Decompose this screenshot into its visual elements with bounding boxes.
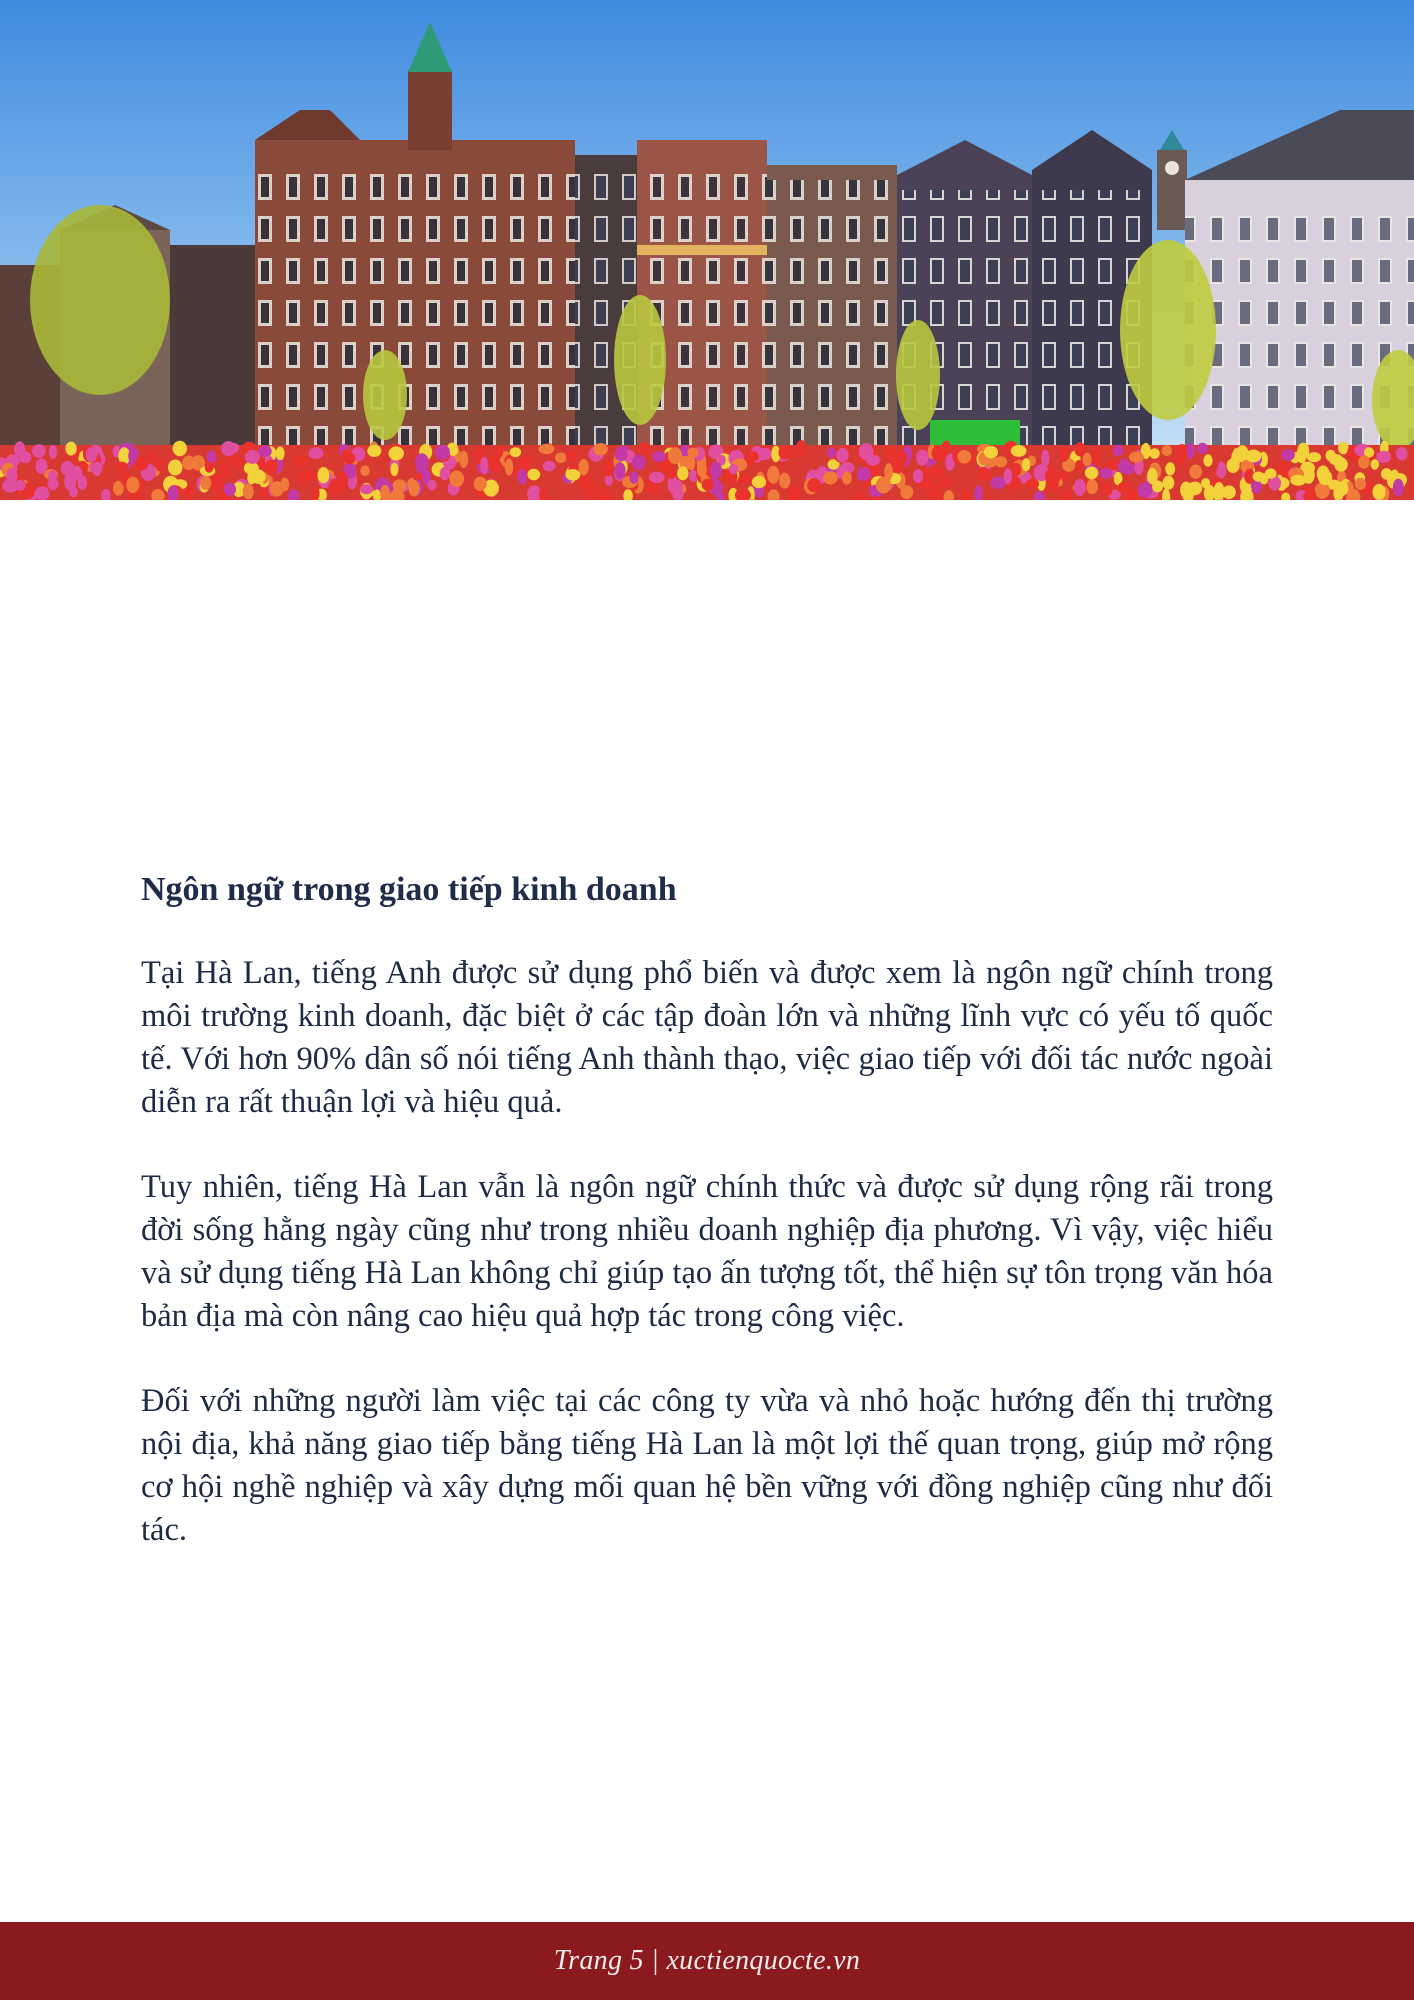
tulip (1396, 447, 1408, 461)
tulip (276, 447, 285, 461)
tulip (126, 477, 139, 493)
tulip (1187, 443, 1195, 459)
tulip (360, 484, 373, 494)
tulip (303, 470, 316, 480)
tulip (823, 471, 838, 484)
tulip (245, 450, 260, 464)
tulip (390, 463, 398, 476)
tulip (629, 471, 638, 483)
tulip (1358, 455, 1370, 468)
tulip (205, 462, 214, 473)
tulip (19, 452, 31, 464)
tulip (459, 451, 468, 468)
tulip (1087, 479, 1098, 495)
tulip (6, 468, 17, 485)
tulip (876, 477, 891, 494)
tulip (409, 480, 420, 497)
tulip (1011, 463, 1021, 476)
tulip (224, 483, 236, 496)
article-heading: Ngôn ngữ trong giao tiếp kinh doanh (141, 871, 677, 908)
tulip (1216, 467, 1226, 477)
article (141, 866, 1273, 1594)
tulip (687, 448, 698, 458)
tulip-field (0, 440, 1414, 500)
tulip (1393, 479, 1404, 497)
tulip (1203, 454, 1212, 466)
tulip (168, 460, 183, 476)
tulip (900, 485, 913, 499)
tulip (360, 465, 370, 476)
tulip (1338, 442, 1349, 455)
tulip (1246, 450, 1262, 463)
tulip (565, 469, 580, 480)
tulip (48, 470, 57, 482)
tulip (449, 471, 464, 488)
tulip (752, 476, 766, 488)
tulip (415, 453, 429, 471)
tulip (337, 472, 348, 489)
tulip (1329, 454, 1343, 465)
tulip (702, 479, 714, 491)
tulip (895, 451, 907, 465)
article-paragraph-1: Tại Hà Lan, tiếng Anh được sử dụng phổ biến và được xem là ngôn ngữ chính trong môi trường kinh doanh, đặc biệt ở các tập đoàn lớn và những lĩnh vực có yếu tố quốc tế. Với hơn 90% dân số nói tiếng Anh thành thạo, việc giao tiếp với đối tác nước ngoài diễn ra rất thuận lợi và hiệu quả. (141, 955, 1273, 1120)
tulip (1138, 482, 1153, 497)
tulip (65, 442, 76, 456)
tulip (243, 484, 254, 499)
tulip (632, 455, 646, 471)
hero-photo (0, 0, 1414, 500)
tulip (1290, 475, 1306, 486)
tulip (1045, 468, 1061, 485)
tulip (115, 462, 128, 472)
tulip (1317, 466, 1330, 482)
tulip (677, 466, 688, 480)
tulip (941, 477, 951, 487)
tulip (1180, 482, 1192, 499)
tulip (440, 467, 450, 480)
tulip (247, 472, 255, 485)
tulip (293, 455, 309, 469)
tulip (579, 459, 589, 476)
tulip (260, 487, 269, 498)
article-paragraph-3: Đối với những người làm việc tại các công ty vừa và nhỏ hoặc hướng đến thị trường nội địa, khả năng giao tiếp bằng tiếng Hà Lan là một lợi thế quan trọng, giúp mở rộng cơ hội nghề nghiệp và xây dựng mối quan hệ bền vững với đồng nghiệp cũng như đối tác. (141, 1383, 1273, 1548)
article-paragraph-2: Tuy nhiên, tiếng Hà Lan vẫn là ngôn ngữ chính thức và được sử dụng rộng rãi trong đời sống hằng ngày cũng như trong nhiều doanh nghiệp địa phương. Vì vậy, việc hiểu và sử dụng tiếng Hà Lan không chỉ giúp tạo ấn tượng tốt, thể hiện sự tôn trọng văn hóa bản địa mà còn nâng cao hiệu quả hợp tác trong công việc. (141, 1169, 1273, 1334)
tulip (494, 447, 503, 458)
tulip (32, 444, 46, 458)
tulip (1022, 458, 1030, 471)
tulip (796, 440, 807, 458)
tulip (505, 458, 513, 475)
tulip (604, 461, 614, 476)
tulip (729, 464, 738, 474)
tulip (932, 445, 948, 462)
tulip (135, 456, 149, 470)
tulip (435, 445, 450, 460)
tulip (210, 474, 224, 491)
tulip (487, 456, 498, 471)
footer-text: Trang 5 | xuctienquocte.vn (553, 1945, 861, 1976)
tulip (342, 452, 356, 464)
tulip (1197, 443, 1208, 454)
tulip (652, 451, 666, 462)
tulip (990, 477, 1006, 489)
tulip (1083, 453, 1092, 467)
tulip (1026, 479, 1039, 489)
tulip (520, 455, 533, 466)
tulip (1281, 449, 1295, 461)
tulip (859, 443, 874, 460)
tulip (587, 481, 597, 497)
page-footer (0, 1922, 1414, 2000)
tulip (259, 445, 272, 457)
tulip (714, 481, 723, 498)
tulip (221, 461, 231, 478)
tulip (510, 447, 521, 457)
tulip (1085, 467, 1098, 480)
hero-illustration (0, 0, 1414, 500)
tulip (615, 449, 628, 461)
tulip (184, 486, 194, 500)
tulip (1149, 448, 1159, 459)
tulip (221, 441, 236, 456)
tulip (1265, 468, 1277, 478)
tulip (1129, 452, 1144, 463)
tulip (977, 467, 991, 481)
tulip (474, 477, 487, 491)
tulip (90, 462, 103, 473)
tulip (913, 469, 923, 483)
tulip (1253, 472, 1265, 482)
tulip (605, 475, 613, 486)
tulip (35, 458, 47, 474)
tulip (1163, 476, 1175, 490)
tulip (1074, 479, 1086, 496)
tulip (984, 446, 998, 459)
tulip (427, 480, 436, 491)
tulip (182, 456, 196, 470)
tulip (49, 445, 57, 459)
tulip (767, 466, 779, 484)
tulip (518, 469, 528, 485)
tulip (555, 452, 566, 463)
tulip (1004, 468, 1013, 484)
tulip (155, 458, 164, 471)
tulip (1118, 459, 1130, 474)
tulip (1372, 484, 1385, 500)
tulip (367, 445, 381, 457)
tulip (200, 476, 211, 490)
tulip (1041, 450, 1049, 467)
tulip (86, 447, 97, 462)
tulip (1276, 462, 1290, 475)
tulip (1091, 449, 1102, 466)
tulip (317, 467, 329, 483)
tulip (781, 446, 794, 458)
tulip (1376, 451, 1391, 463)
tulip (836, 448, 849, 463)
tulip (747, 451, 759, 461)
tulip (527, 469, 540, 481)
tulip (1296, 447, 1307, 463)
tulip (710, 462, 722, 479)
tulip (1152, 480, 1163, 492)
tulip (1117, 482, 1131, 495)
tulip (842, 472, 852, 485)
tulip (480, 457, 488, 475)
tulip (1103, 484, 1113, 496)
tulip (566, 450, 577, 462)
tulip (1355, 478, 1366, 490)
tulip (389, 446, 404, 460)
tulip (1011, 445, 1027, 457)
tulip (827, 447, 836, 458)
tulip (957, 450, 971, 464)
tulip (649, 472, 665, 483)
tulip (1099, 468, 1112, 479)
tulip (173, 441, 187, 457)
tulip (1381, 468, 1392, 480)
tulip (758, 448, 772, 460)
tulip (1189, 465, 1202, 479)
tulip (539, 444, 555, 454)
tulip (148, 450, 157, 462)
tulip (807, 478, 821, 492)
tulip (1165, 462, 1175, 475)
tulip (779, 473, 790, 489)
tulip (1371, 459, 1379, 470)
tulip (1074, 442, 1085, 456)
tulip (1307, 452, 1321, 462)
tulip (64, 473, 76, 491)
tulip (916, 449, 929, 465)
tulip (639, 442, 651, 454)
tulip (593, 443, 608, 455)
tulip (1059, 447, 1069, 462)
tulip (614, 462, 625, 479)
tulip (265, 460, 279, 474)
tulip (543, 461, 556, 472)
tulip (668, 447, 682, 464)
tulip (1113, 445, 1123, 456)
tulip (309, 447, 324, 459)
tulip (207, 451, 217, 463)
tulip (270, 481, 284, 496)
tulip (857, 467, 871, 481)
tulip (1162, 445, 1172, 456)
